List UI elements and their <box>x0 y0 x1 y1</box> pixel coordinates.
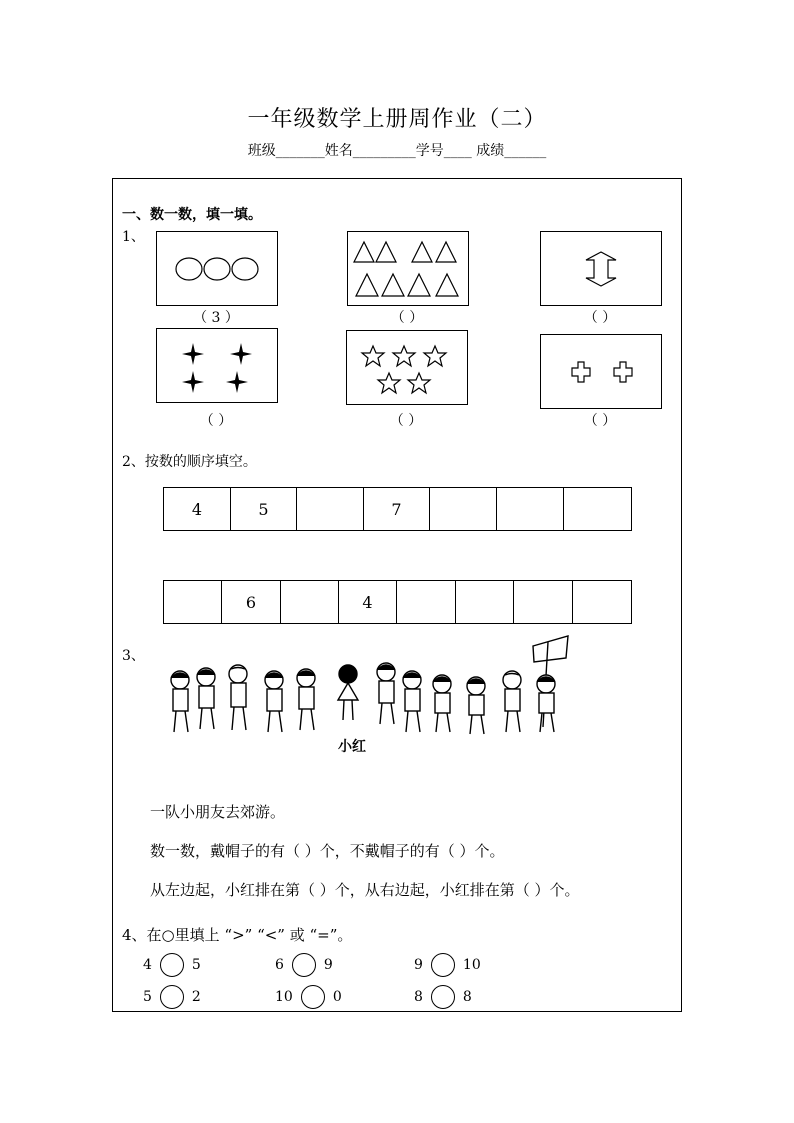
answer-blank-3[interactable]: （ ） <box>583 310 617 326</box>
compare-right: 10 <box>462 957 481 973</box>
section3-line2: 数一数，戴帽子的有（ ）个，不戴帽子的有（ ）个。 <box>150 842 505 860</box>
xiaohong-caption: 小红 <box>338 739 366 755</box>
compare-right: 5 <box>191 957 201 973</box>
shape-box-arrow <box>540 231 662 306</box>
compare-left: 10 <box>275 989 293 1005</box>
four-point-star-icon <box>157 329 277 402</box>
five-point-star-icon <box>347 331 467 404</box>
sequence-cell[interactable] <box>397 581 456 623</box>
compare-circle[interactable] <box>160 953 184 977</box>
section3-line3: 从左边起，小红排在第（ ）个，从右边起，小红排在第（ ）个。 <box>150 881 580 899</box>
compare-right: 2 <box>191 989 201 1005</box>
section3-line1: 一队小朋友去郊游。 <box>150 803 286 821</box>
sequence-cell: 6 <box>222 581 281 623</box>
compare-left: 8 <box>414 989 423 1005</box>
sequence-cell[interactable] <box>573 581 631 623</box>
worksheet-title: 一年级数学上册周作业（二） <box>247 107 547 132</box>
sequence-cell: 4 <box>164 488 231 530</box>
shape-box-triangles <box>347 231 469 306</box>
sequence-cell[interactable] <box>297 488 364 530</box>
answer-blank-6[interactable]: （ ） <box>583 413 617 429</box>
compare-circle[interactable] <box>431 985 455 1009</box>
shape-box-crosses <box>540 334 662 409</box>
compare-circle[interactable] <box>301 985 325 1009</box>
compare-left: 6 <box>275 957 284 973</box>
sequence-cell[interactable] <box>430 488 497 530</box>
compare-item <box>414 985 472 1009</box>
sequence-row-2 <box>163 580 632 624</box>
children-icon <box>158 632 578 750</box>
compare-item <box>414 953 481 977</box>
compare-item <box>275 953 333 977</box>
sequence-cell[interactable] <box>497 488 564 530</box>
sequence-cell: 4 <box>339 581 397 623</box>
compare-left: 9 <box>414 957 423 973</box>
double-arrow-icon <box>541 232 661 305</box>
section4-label: 4、在○里填上 “>” “<” 或 “=”。 <box>122 926 353 944</box>
answer-blank-1[interactable]: （ 3 ） <box>193 310 239 326</box>
cross-icon <box>541 335 661 408</box>
sequence-cell[interactable] <box>514 581 573 623</box>
shape-box-circles <box>156 231 278 306</box>
compare-item <box>275 985 342 1009</box>
student-info-line: 班级_______姓名_________学号____ 成绩______ <box>247 143 547 159</box>
answer-blank-4[interactable]: （ ） <box>199 413 233 429</box>
sequence-cell: 7 <box>364 488 430 530</box>
sequence-row-1 <box>163 487 632 531</box>
compare-item <box>143 953 201 977</box>
compare-left: 5 <box>143 989 152 1005</box>
compare-item <box>143 985 201 1009</box>
section2-label: 2、按数的顺序填空。 <box>122 454 257 470</box>
sequence-cell[interactable] <box>564 488 631 530</box>
triangle-icon <box>348 232 468 305</box>
sequence-cell[interactable] <box>456 581 514 623</box>
children-line-illustration <box>158 632 578 750</box>
sequence-cell[interactable] <box>164 581 222 623</box>
compare-circle[interactable] <box>292 953 316 977</box>
sequence-cell: 5 <box>231 488 297 530</box>
answer-blank-2[interactable]: （ ） <box>390 310 424 326</box>
compare-right: 8 <box>462 989 472 1005</box>
section3-label: 3、 <box>122 648 145 664</box>
shape-box-five-point-stars <box>346 330 468 405</box>
compare-left: 4 <box>143 957 152 973</box>
compare-right: 9 <box>323 957 333 973</box>
shape-box-four-point-stars <box>156 328 278 403</box>
compare-circle[interactable] <box>160 985 184 1009</box>
section1-heading: 一、数一数，填一填。 <box>122 207 262 223</box>
question1-label: 1、 <box>122 229 145 245</box>
answer-blank-5[interactable]: （ ） <box>389 413 423 429</box>
circle-icon <box>157 232 277 305</box>
compare-right: 0 <box>332 989 342 1005</box>
compare-circle[interactable] <box>431 953 455 977</box>
sequence-cell[interactable] <box>281 581 339 623</box>
